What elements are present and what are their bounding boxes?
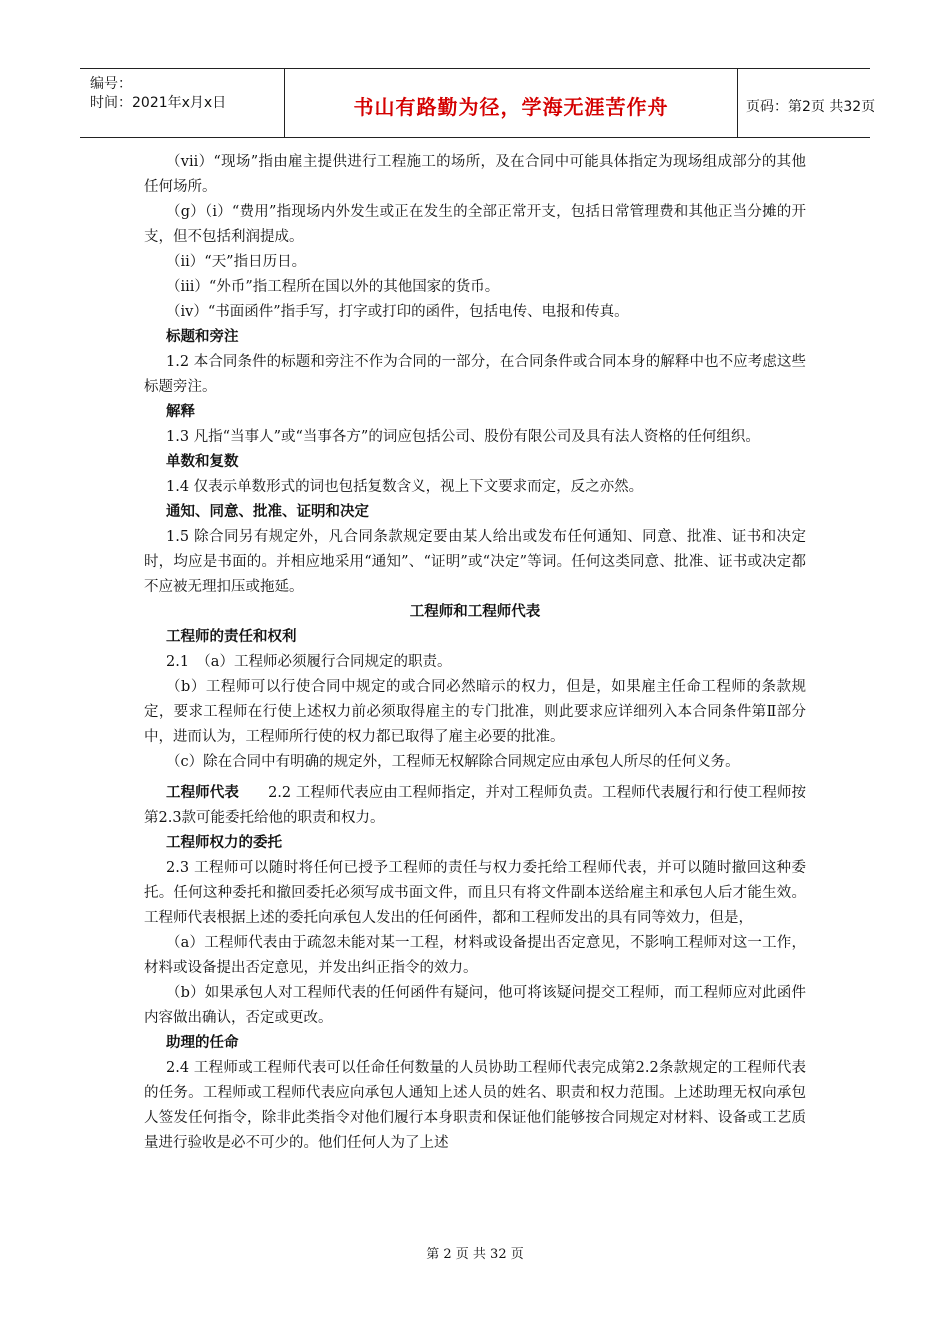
section-heading-notices: 通知、同意、批准、证明和决定 <box>166 504 369 520</box>
paragraph-2-3-b: （b）如果承包人对工程师代表的任何函件有疑问，他可将该疑问提交工程师，而工程师应对此函件内容做出确认，否定或更改。 <box>144 985 806 1026</box>
paragraph-definition-written: （iv）“书面函件”指手写，打字或打印的函件，包括电传、电报和传真。 <box>166 304 629 320</box>
header-motto-cell <box>285 69 738 137</box>
section-heading-interpretation: 解释 <box>166 404 195 420</box>
paragraph-2-2-text: 2.2 工程师代表应由工程师指定，并对工程师负责。工程师代表履行和行使工程师按第2.3款可能委托给他的职责和权力。 <box>144 785 807 826</box>
section-heading-delegation: 工程师权力的委托 <box>166 835 282 851</box>
paragraph-2-3: 2.3 工程师可以随时将任何已授予工程师的责任与权力委托给工程师代表，并可以随时撤回这种委托。任何这种委托和撤回委托必须写成书面文件，而且只有将文件副本送给雇主和承包人后才能生效。工程师代表根据上述的委托向承包人发出的任何函件，都和工程师发出的具有同等效力，但是， <box>144 860 806 926</box>
section-heading-singular-plural: 单数和复数 <box>166 454 239 470</box>
paragraph-1-2: 1.2 本合同条件的标题和旁注不作为合同的一部分，在合同条件或合同本身的解释中也不应考虑这些标题旁注。 <box>144 354 806 395</box>
paragraph-1-5: 1.5 除合同另有规定外，凡合同条款规定要由某人给出或发布任何通知、同意、批准、证书和决定时，均应是书面的。并相应地采用“通知”、“证明”或“决定”等词。任何这类同意、批准、证书或决定都不应被无理扣压或拖延。 <box>144 529 806 595</box>
document-date-label: 时间：2021年x月x日 <box>90 95 227 111</box>
page-footer: 第 2 页 共 32 页 <box>426 1247 524 1262</box>
paragraph-1-3: 1.3 凡指“当事人”或“当事各方”的词应包括公司、股份有限公司及具有法人资格的任何组织。 <box>166 429 760 445</box>
document-body <box>144 150 806 1156</box>
paragraph-2-3-a: （a）工程师代表由于疏忽未能对某一工程，材料或设备提出否定意见，不影响工程师对这一工作，材料或设备提出否定意见，并发出纠正指令的效力。 <box>144 935 806 976</box>
paragraph-definition-day: （ii）“天”指日历日。 <box>166 254 307 270</box>
paragraph-definition-site: （vii）“现场”指由雇主提供进行工程施工的场所，及在合同中可能具体指定为现场组成部分的其他任何场所。 <box>144 154 806 195</box>
inline-heading-engineer-representative: 工程师代表 <box>166 785 239 801</box>
paragraph-definition-cost: （g）（i）“费用”指现场内外发生或正在发生的全部正常开支，包括日常管理费和其他正当分摊的开支，但不包括利润提成。 <box>144 204 806 245</box>
page-header <box>80 68 876 138</box>
header-page-info: 页码：第2页 共32页 <box>746 99 876 115</box>
section-heading-engineer-duties: 工程师的责任和权利 <box>166 629 297 645</box>
paragraph-2-2 <box>144 781 806 831</box>
document-number-label: 编号： <box>90 76 132 92</box>
section-heading-titles: 标题和旁注 <box>166 329 239 345</box>
chapter-heading-engineer: 工程师和工程师代表 <box>409 604 541 620</box>
paragraph-2-4: 2.4 工程师或工程师代表可以任命任何数量的人员协助工程师代表完成第2.2条款规定的工程师代表的任务。工程师或工程师代表应向承包人通知上述人员的姓名、职责和权力范围。上述助理无权向承包人签发任何指令，除非此类指令对他们履行本身职责和保证他们能够按合同规定对材料、设备或工艺质量进行验收是必不可少的。他们任何人为了上述 <box>144 1060 806 1151</box>
paragraph-1-4: 1.4 仅表示单数形式的词也包括复数含义，视上下文要求而定，反之亦然。 <box>166 479 644 495</box>
header-motto: 书山有路勤为径，学海无涯苦作舟 <box>353 95 669 119</box>
paragraph-2-1-b: （b）工程师可以行使合同中规定的或合同必然暗示的权力，但是，如果雇主任命工程师的条款规定，要求工程师在行使上述权力前必须取得雇主的专门批准，则此要求应详细列入本合同条件第Ⅱ部分中，进而认为，工程师所行使的权力都已取得了雇主必要的批准。 <box>144 679 806 745</box>
header-page-cell <box>738 69 876 137</box>
section-heading-assistants: 助理的任命 <box>166 1035 239 1051</box>
header-meta-cell <box>80 69 285 137</box>
paragraph-definition-foreign-currency: （iii）“外币”指工程所在国以外的其他国家的货币。 <box>166 279 500 295</box>
paragraph-2-1-c: （c）除在合同中有明确的规定外，工程师无权解除合同规定应由承包人所尽的任何义务。 <box>166 754 740 770</box>
paragraph-2-1-a: 2.1 （a）工程师必须履行合同规定的职责。 <box>166 654 452 670</box>
